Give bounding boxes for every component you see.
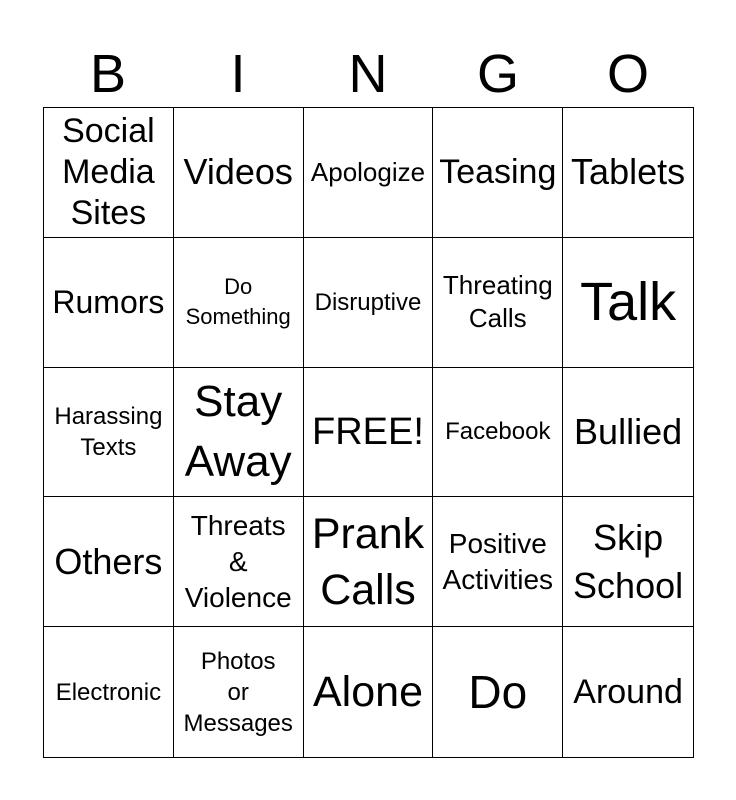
bingo-cell-r4c4[interactable] xyxy=(433,497,563,627)
cell-text: Alone xyxy=(313,668,423,717)
bingo-cell-r2c2[interactable] xyxy=(174,238,304,368)
cell-text: Bullied xyxy=(574,410,683,452)
cell-text: Do xyxy=(468,666,528,719)
cell-text: Photos or Messages xyxy=(183,647,293,737)
cell-text: Videos xyxy=(183,151,293,193)
bingo-cell-r5c3[interactable] xyxy=(304,627,434,757)
cell-text: Facebook xyxy=(445,418,551,446)
bingo-cell-r1c1[interactable] xyxy=(44,108,174,238)
cell-text: Talk xyxy=(580,272,677,333)
bingo-cell-r2c1[interactable] xyxy=(44,238,174,368)
header-letter-g: G xyxy=(476,44,519,104)
cell-text: Harassing Texts xyxy=(54,402,163,461)
bingo-cell-r3c3[interactable] xyxy=(304,368,434,498)
bingo-cell-r5c2[interactable] xyxy=(174,627,304,757)
bingo-cell-r1c3[interactable] xyxy=(304,108,434,238)
bingo-cell-r5c5[interactable] xyxy=(563,627,693,757)
cell-text: Threating Calls xyxy=(442,270,553,334)
bingo-cell-r2c3[interactable] xyxy=(304,238,434,368)
cell-text: Electronic xyxy=(55,678,162,706)
cell-text: Positive Activities xyxy=(442,527,554,595)
bingo-cell-r2c4[interactable] xyxy=(433,238,563,368)
bingo-cell-r4c1[interactable] xyxy=(44,497,174,627)
header-letter-b: B xyxy=(89,44,127,104)
header-letter-i: I xyxy=(230,44,246,104)
bingo-cell-r5c1[interactable] xyxy=(44,627,174,757)
header-letter-n: N xyxy=(348,44,388,104)
cell-text: Others xyxy=(54,540,163,582)
bingo-cell-r3c4[interactable] xyxy=(433,368,563,498)
cell-text: Teasing xyxy=(439,153,557,192)
cell-text: Tablets xyxy=(571,151,686,193)
cell-text: Threats & Violence xyxy=(184,509,292,613)
bingo-cell-r2c5[interactable] xyxy=(563,238,693,368)
cell-text: Around xyxy=(573,673,683,712)
cell-text: Skip School xyxy=(573,516,684,606)
cell-text: Do Something xyxy=(185,274,291,330)
bingo-cell-r3c5[interactable] xyxy=(563,368,693,498)
bingo-cell-r3c1[interactable] xyxy=(44,368,174,498)
bingo-header xyxy=(43,42,693,106)
cell-text: Stay Away xyxy=(184,376,292,486)
header-letter-o: O xyxy=(606,44,649,104)
bingo-cell-r3c2[interactable] xyxy=(174,368,304,498)
cell-text: FREE! xyxy=(312,410,424,453)
bingo-cell-r1c4[interactable] xyxy=(433,108,563,238)
cell-text: Rumors xyxy=(52,284,165,321)
bingo-cell-r1c2[interactable] xyxy=(174,108,304,238)
cell-text: Apologize xyxy=(310,156,426,187)
bingo-cell-r1c5[interactable] xyxy=(563,108,693,238)
cell-text: Prank Calls xyxy=(311,509,425,614)
bingo-board xyxy=(43,107,694,758)
bingo-cell-r4c3[interactable] xyxy=(304,497,434,627)
cell-text: Social Media Sites xyxy=(62,111,155,232)
bingo-cell-r4c5[interactable] xyxy=(563,497,693,627)
cell-text: Disruptive xyxy=(314,288,422,316)
bingo-cell-r4c2[interactable] xyxy=(174,497,304,627)
bingo-cell-r5c4[interactable] xyxy=(433,627,563,757)
